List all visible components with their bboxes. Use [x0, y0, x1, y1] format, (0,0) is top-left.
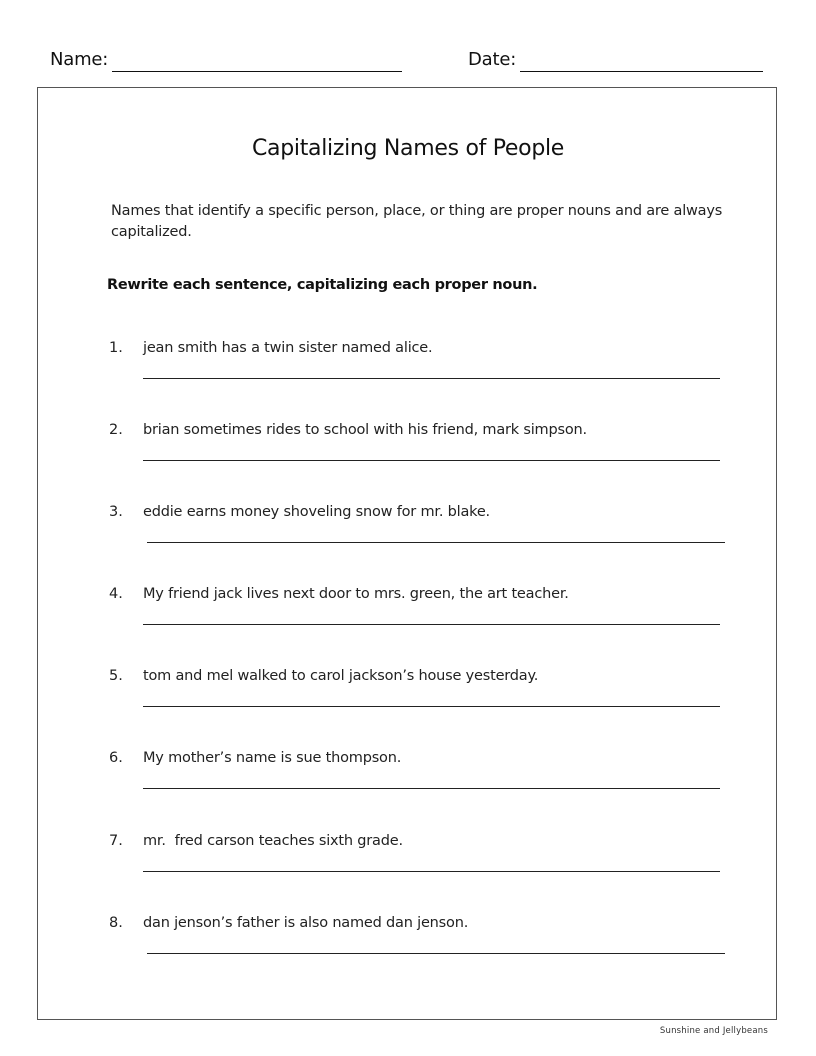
header-row: [50, 48, 768, 74]
answer-line[interactable]: [143, 624, 720, 625]
name-field[interactable]: [50, 48, 402, 72]
question-text: My mother’s name is sue thompson.: [143, 750, 402, 766]
question-text: jean smith has a twin sister named alice.: [143, 340, 433, 356]
worksheet-title: Capitalizing Names of People: [251, 136, 565, 161]
date-write-line[interactable]: [520, 51, 763, 72]
question-number: 2.: [109, 422, 123, 438]
answer-line[interactable]: [143, 871, 720, 872]
question-number: 4.: [109, 586, 123, 602]
question-text: eddie earns money shoveling snow for mr. blake.: [143, 504, 490, 520]
intro-paragraph: Names that identify a specific person, place, or thing are proper nouns and are always capitalized.: [111, 203, 723, 240]
name-write-line[interactable]: [112, 51, 402, 72]
question-text: dan jenson’s father is also named dan jenson.: [143, 915, 469, 931]
name-label: Name:: [50, 49, 109, 70]
answer-line[interactable]: [147, 542, 725, 543]
question-number: 8.: [109, 915, 123, 931]
answer-line[interactable]: [143, 460, 720, 461]
answer-line[interactable]: [143, 706, 720, 707]
question-text: brian sometimes rides to school with his friend, mark simpson.: [143, 422, 587, 438]
question-number: 6.: [109, 750, 123, 766]
question-number: 1.: [109, 340, 123, 356]
question-text: tom and mel walked to carol jackson’s house yesterday.: [143, 668, 539, 684]
question-number: 3.: [109, 504, 123, 520]
date-label: Date:: [468, 49, 517, 70]
answer-line[interactable]: [147, 953, 725, 954]
question-number: 7.: [109, 833, 123, 849]
question-text: mr. fred carson teaches sixth grade.: [143, 833, 403, 849]
instructions: Rewrite each sentence, capitalizing each proper noun.: [107, 277, 538, 293]
answer-line[interactable]: [143, 378, 720, 379]
question-text: My friend jack lives next door to mrs. green, the art teacher.: [143, 586, 569, 602]
footer-credit: Sunshine and Jellybeans: [659, 1026, 768, 1036]
question-number: 5.: [109, 668, 123, 684]
date-field[interactable]: [468, 48, 763, 72]
answer-line[interactable]: [143, 788, 720, 789]
